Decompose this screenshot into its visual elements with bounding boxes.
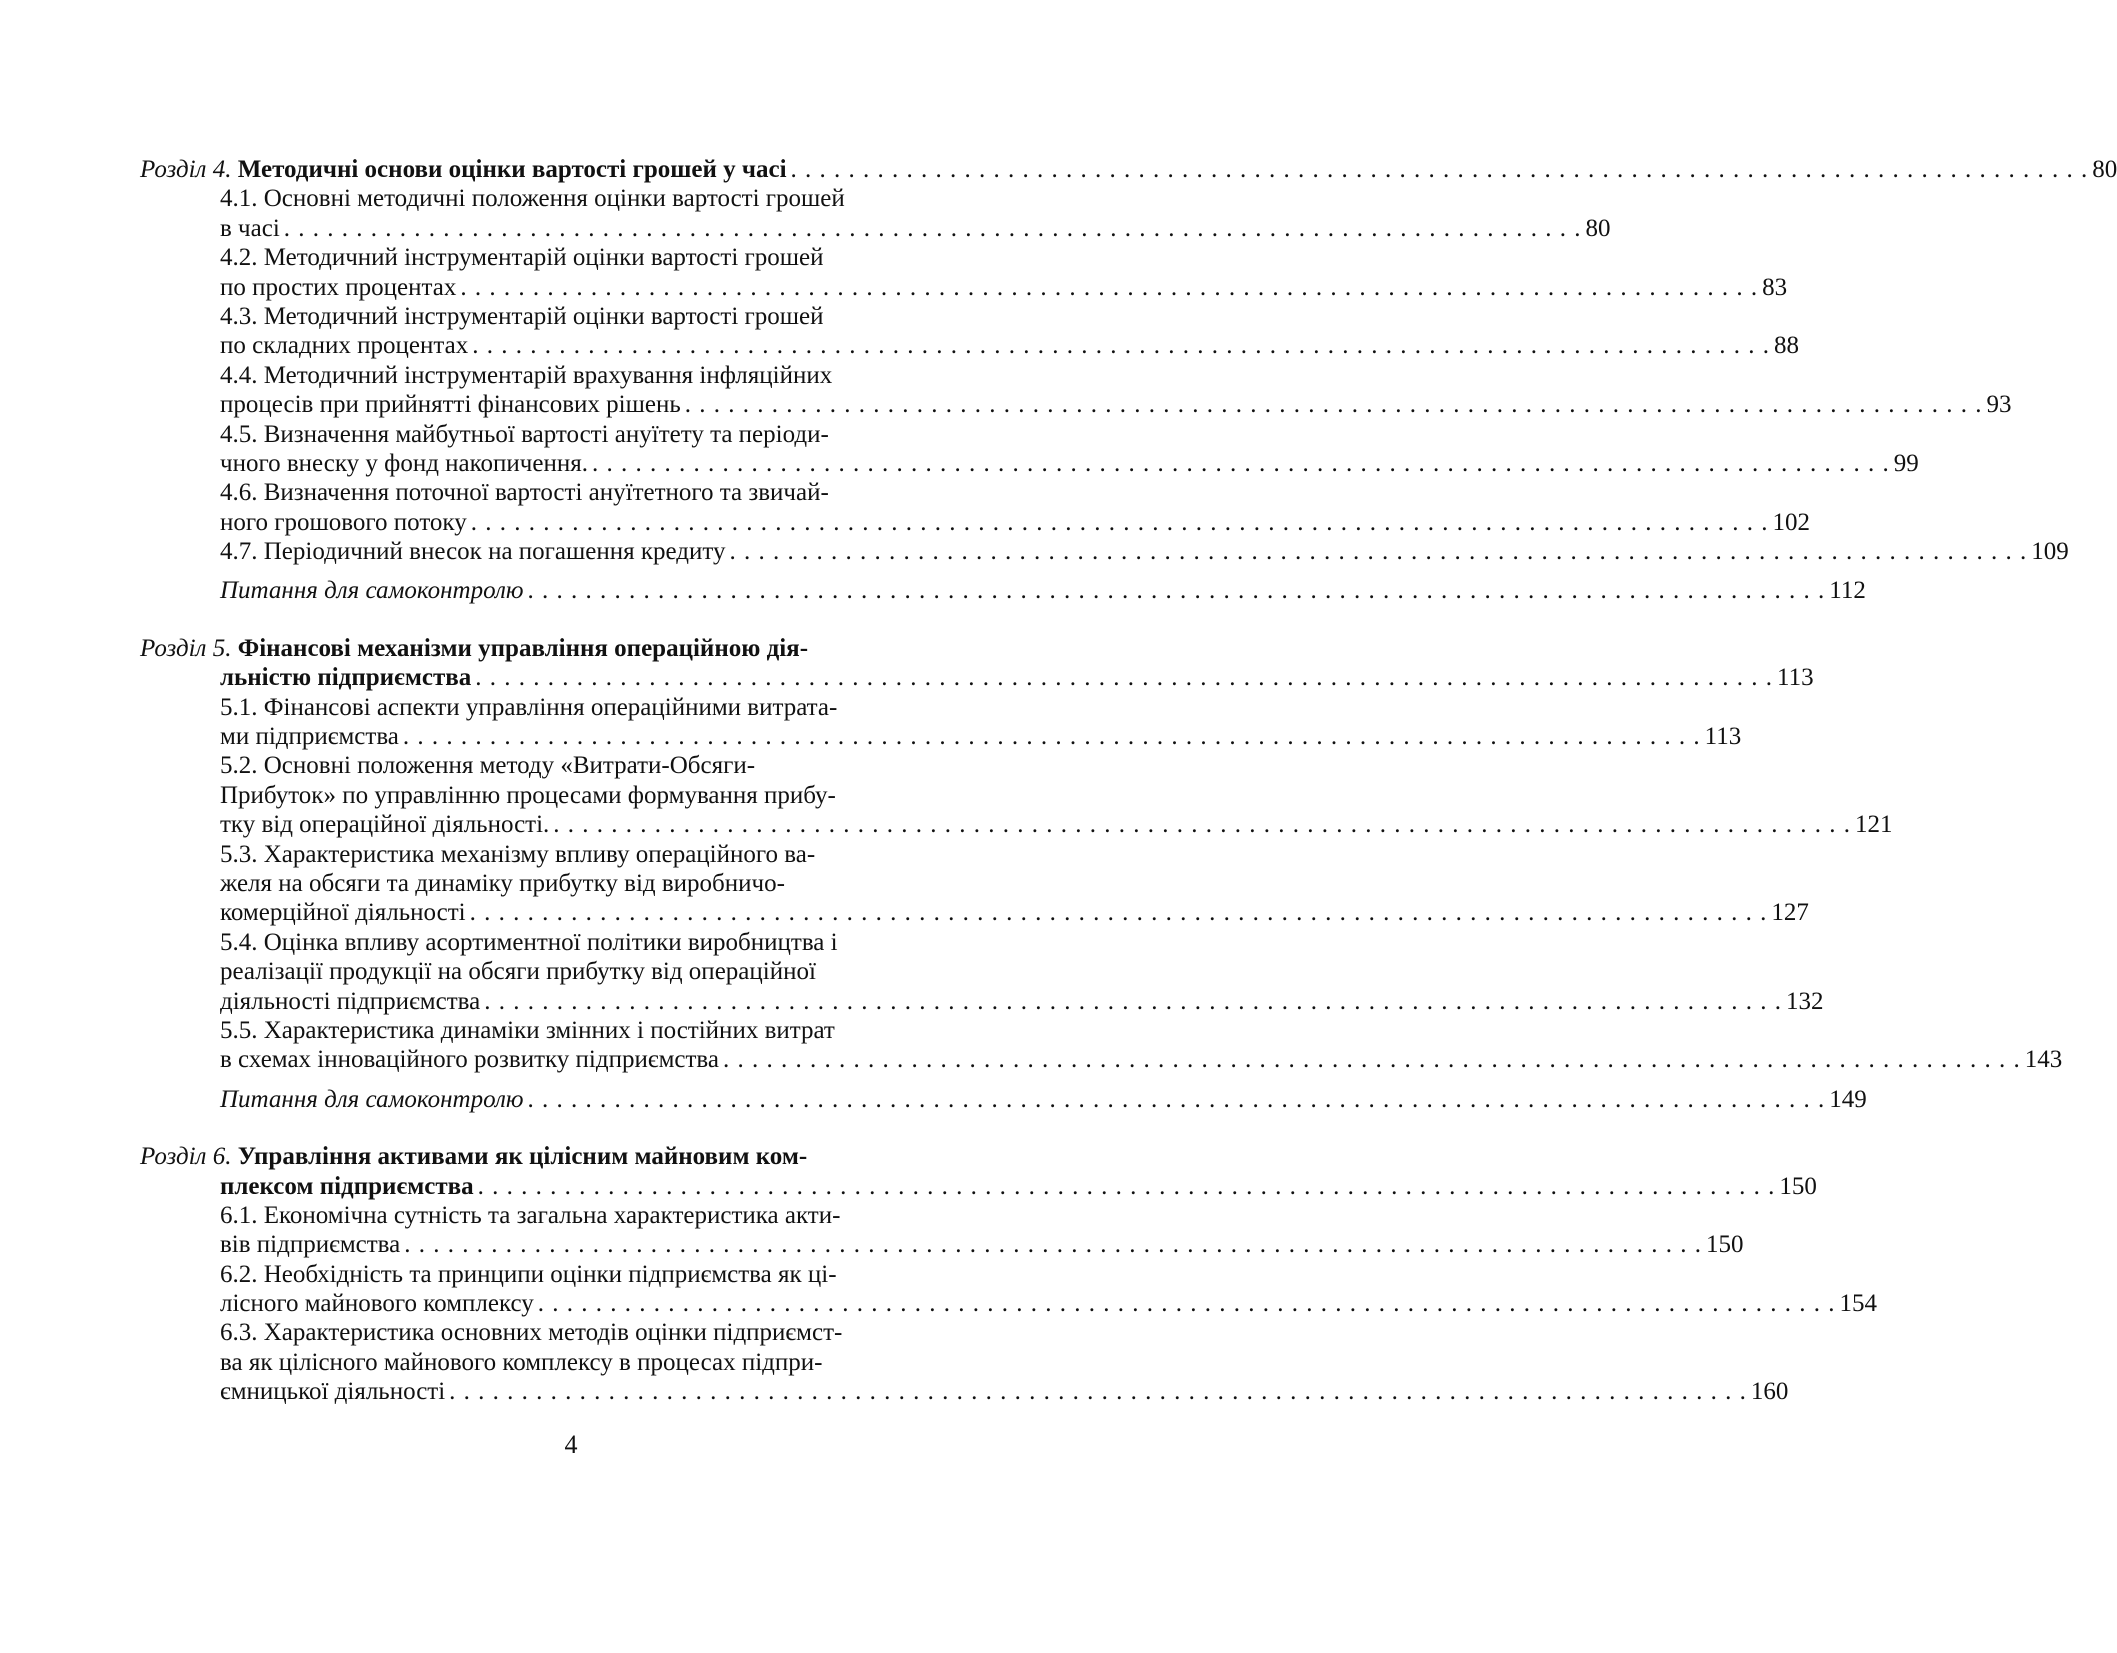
toc-entry-line: комерційної діяльності . . . 127 [140, 898, 1000, 927]
toc-entry-line: процесів при прийнятті фінансових рішень . . . 93 [140, 390, 1000, 419]
toc-entry-line: ного грошового потоку . . . 102 [140, 508, 1000, 537]
toc-entry-line: 5.4. Оцінка впливу асортиментної політики виробництва і [220, 928, 838, 956]
page-ref: 149 [1829, 1085, 1867, 1113]
toc-entry-line: 6.2. Необхідність та принципи оцінки підприємства як ці- [220, 1260, 837, 1288]
page-ref: 99 [1893, 449, 1919, 477]
page-ref: 88 [1773, 332, 1799, 360]
toc-entry-line: 4.5. Визначення майбутньої вартості ануїтету та періоди- [220, 420, 829, 448]
toc-entry-line: тку від операційної діяльності. . . . 121 [140, 810, 1000, 839]
page-ref: 80 [2092, 156, 2117, 183]
toc-entry-line: 4.2. Методичний інструментарій оцінки вартості грошей [220, 244, 824, 272]
toc-entry-line: діяльності підприємства . . . 132 [140, 987, 1000, 1016]
section-heading [140, 1142, 1000, 1171]
dot-leader [791, 155, 2089, 184]
page-ref: 121 [1855, 811, 1893, 839]
page-ref: 150 [1779, 1172, 1817, 1200]
toc-entry-line: 6.1. Економічна сутність та загальна характеристика акти- [220, 1201, 841, 1229]
section-heading [140, 155, 2117, 184]
page-ref: 143 [2024, 1046, 2063, 1074]
section-label: Розділ 6. [140, 1143, 232, 1171]
toc-entry-line: лісного майнового комплексу . . . 154 [140, 1289, 1000, 1318]
toc-entry-line: по простих процентах . . . 83 [140, 273, 1000, 302]
page-ref: 80 [1585, 214, 1611, 242]
toc-entry-line: 4.4. Методичний інструментарій врахування інфляційних [220, 361, 833, 389]
toc-entry-line: 4.7. Періодичний внесок на погашення кредиту . . . 109 [140, 537, 1000, 566]
toc-entry-line: ми підприємства . . . 113 [140, 722, 1000, 751]
page-ref: 154 [1839, 1290, 1878, 1318]
page-ref: 93 [1986, 391, 2012, 419]
toc-entry-line: по складних процентах . . . 88 [140, 331, 1000, 360]
page-ref: 150 [1706, 1231, 1744, 1259]
section-heading: льністю підприємства . . . 113 [140, 663, 1000, 692]
toc-entry-line: в часі . . . 80 [140, 214, 1000, 243]
toc-entry-line: Прибуток» по управлінню процесами формування прибу- [220, 781, 836, 809]
toc-entry-line: в схемах інноваційного розвитку підприємства . . . 143 [140, 1045, 1000, 1074]
page-ref: 83 [1762, 273, 1788, 301]
toc-entry-line: 5.5. Характеристика динаміки змінних і постійних витрат [220, 1016, 835, 1044]
section-title: Методичні основи оцінки вартості грошей у часі [237, 156, 787, 183]
section-label: Розділ 5. [140, 634, 232, 662]
toc-entry-line: 5.2. Основні положення методу «Витрати-Обсяги- [220, 752, 756, 780]
section-title: Фінансові механізми управління операційною дія- [237, 634, 809, 662]
toc-entry-line: реалізації продукції на обсяги прибутку від операційної [220, 958, 816, 986]
self-control-questions: Питання для самоконтролю . . . 149 [140, 1085, 1000, 1114]
toc-entry-line: чного внеску у фонд накопичення. . . . 99 [140, 449, 1000, 478]
page-ref: 112 [1829, 577, 1866, 605]
toc-entry-line: 4.1. Основні методичні положення оцінки вартості грошей [220, 185, 845, 213]
section-heading [140, 634, 1000, 663]
toc-entry-line: желя на обсяги та динаміку прибутку від виробничо- [220, 869, 785, 897]
toc-entry-line: 5.3. Характеристика механізму впливу операційного ва- [220, 840, 816, 868]
page-ref: 113 [1777, 664, 1814, 692]
toc-entry-line: 4.3. Методичний інструментарій оцінки вартості грошей [220, 302, 824, 330]
toc-entry-line: 5.1. Фінансові аспекти управління операційними витрата- [220, 693, 838, 721]
page-number: 4 [564, 1430, 578, 1459]
page-ref: 102 [1772, 508, 1810, 536]
toc-entry-line: ва як цілісного майнового комплексу в процесах підпри- [220, 1348, 823, 1376]
page-ref: 113 [1704, 723, 1742, 751]
section-label: Розділ 4. [140, 156, 232, 183]
section-heading: плексом підприємства . . . 150 [140, 1172, 1000, 1201]
page-ref: 132 [1785, 987, 1824, 1015]
page-ref: 127 [1771, 899, 1809, 927]
page-ref: 160 [1750, 1378, 1789, 1406]
section-title: Управління активами як цілісним майновим ком- [237, 1143, 808, 1171]
toc-entry-line: ємницької діяльності . . . 160 [140, 1377, 1000, 1406]
self-control-questions: Питання для самоконтролю . . . 112 [140, 576, 1000, 605]
table-of-contents [140, 155, 2117, 1407]
toc-entry-line: 6.3. Характеристика основних методів оцінки підприємст- [220, 1319, 843, 1347]
toc-entry-line: 4.6. Визначення поточної вартості ануїтетного та звичай- [220, 479, 829, 507]
page-ref: 109 [2031, 538, 2069, 566]
toc-entry-line: вів підприємства . . . 150 [140, 1230, 1000, 1259]
